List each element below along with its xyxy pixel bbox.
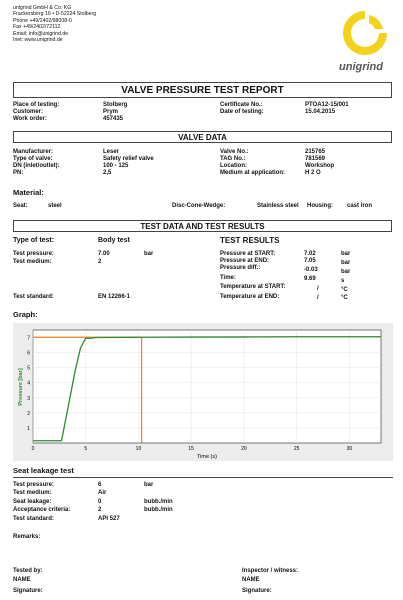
test-medium-value: 2	[98, 259, 102, 265]
y-tick-label: 4	[27, 380, 30, 387]
result-label: Pressure at START:	[220, 251, 276, 257]
result-label: Temperature at START:	[220, 284, 286, 290]
seat-medium-label: Test medium:	[13, 490, 52, 496]
disc-value: Stainless steel	[257, 203, 299, 209]
company-address	[13, 5, 163, 43]
company-fax: Fax +49/2402/72112	[13, 24, 61, 31]
location-value: Workshop	[305, 163, 335, 169]
y-tick-label: 6	[27, 350, 30, 357]
acceptance-value: 2	[98, 507, 102, 513]
dn-value: 100 - 125	[103, 163, 129, 169]
company-street: Frackersberg 16 • D-52224 Stolberg	[13, 11, 97, 18]
date-value: 15.04.2015	[305, 109, 336, 115]
test-type-label: Type of test:	[13, 237, 55, 244]
tested-by-signature: Signature:	[13, 588, 43, 594]
manufacturer-label: Manufacturer:	[13, 149, 54, 155]
acceptance-label: Acceptance criteria:	[13, 507, 71, 513]
seat-standard-value: API 527	[98, 516, 120, 522]
seat-leakage-label: Seat leakage:	[13, 499, 52, 505]
seat-label: Seat:	[13, 203, 28, 209]
workorder-label: Work order:	[13, 116, 47, 122]
valve-type-value: Safety relief valve	[103, 156, 154, 162]
medium-label: Medium at application:	[220, 170, 286, 176]
inspector-label: Inspector / witness:	[242, 568, 299, 574]
x-tick-label: 25	[293, 446, 300, 452]
results-title: TEST RESULTS	[220, 236, 280, 245]
valveno-label: Valve No.:	[220, 149, 249, 155]
result-value: -0.03	[304, 267, 318, 273]
customer-value: Prym	[103, 109, 119, 115]
seat-standard-label: Test standard:	[13, 516, 54, 522]
cert-label: Certificate No.:	[220, 102, 263, 108]
tested-by-name: NAME	[13, 577, 31, 583]
location-label: Location:	[220, 163, 247, 169]
test-type-value: Body test	[98, 237, 130, 244]
tag-value: 781569	[305, 156, 326, 162]
acceptance-unit: bubb./min	[144, 507, 173, 513]
test-standard-label: Test standard:	[13, 294, 54, 300]
inspector-name: NAME	[242, 577, 260, 583]
pn-value: 2,5	[103, 170, 112, 176]
x-tick-label: 10	[135, 446, 142, 452]
unigrind-logo	[335, 5, 395, 75]
seat-pressure-value: 6	[98, 482, 102, 488]
place-value: Stolberg	[103, 102, 128, 108]
tag-label: TAG No.:	[220, 156, 246, 162]
seat-pressure-unit: bar	[144, 482, 154, 488]
seat-medium-value: Air	[98, 490, 107, 496]
y-tick-label: 2	[27, 410, 30, 417]
dn-label: DN (inlet/outlet):	[13, 163, 60, 169]
result-value: /	[317, 295, 319, 301]
graph-panel	[13, 323, 393, 461]
seat-value: steel	[48, 203, 62, 209]
y-tick-label: 5	[27, 365, 30, 372]
valve-type-label: Type of valve:	[13, 156, 53, 162]
result-label: Time:	[220, 275, 236, 281]
seat-test-title: Seat leakage test	[13, 466, 74, 475]
company-phone: Phone +49/2402/98008-0	[13, 17, 72, 24]
result-unit: bar	[341, 251, 351, 257]
result-unit: °C	[341, 287, 348, 293]
seat-pressure-label: Test pressure:	[13, 482, 54, 488]
test-pressure-value: 7.00	[98, 251, 110, 257]
housing-label: Housing:	[307, 203, 333, 209]
x-tick-label: 20	[241, 446, 247, 452]
disc-label: Disc-Cone-Wedge:	[172, 203, 226, 209]
pressure-chart	[13, 323, 393, 461]
result-label: Pressure diff.:	[220, 265, 261, 271]
test-pressure-unit: bar	[144, 251, 154, 257]
result-unit: bar	[341, 260, 351, 266]
result-label: Pressure at END:	[220, 258, 270, 264]
test-pressure-label: Test pressure:	[13, 251, 54, 257]
valveno-value: 215765	[305, 149, 326, 155]
remarks-label: Remarks:	[13, 534, 41, 540]
inspector-signature: Signature:	[242, 588, 272, 594]
result-value: 9.69	[304, 276, 316, 282]
workorder-value: 457435	[103, 116, 124, 122]
graph-title: Graph:	[13, 310, 38, 319]
chart-y-axis-label: Pressure [bar]	[18, 368, 24, 406]
result-value: 7.02	[304, 251, 316, 257]
result-value: 7.05	[304, 258, 316, 264]
valve-data-title: VALVE DATA	[13, 131, 392, 143]
y-tick-label: 7	[27, 335, 30, 342]
tested-by-label: Tested by:	[13, 568, 43, 574]
result-value: /	[317, 286, 319, 292]
customer-label: Customer:	[13, 109, 44, 115]
cert-value: PTOA12-15/001	[305, 102, 349, 108]
seat-leakage-unit: bubb./min	[144, 499, 173, 505]
result-label: Temperature at END:	[220, 294, 280, 300]
result-unit: bar	[341, 269, 351, 275]
seat-leakage-value: 0	[98, 499, 102, 505]
medium-value: H 2 O	[305, 170, 321, 176]
material-title: Material:	[13, 188, 44, 197]
pn-label: PN:	[13, 170, 24, 176]
company-web: Inet: www.unigrind.de	[13, 37, 63, 44]
report-title: VALVE PRESSURE TEST REPORT	[13, 82, 392, 98]
manufacturer-value: Leser	[103, 149, 120, 155]
x-tick-label: 5	[84, 446, 88, 452]
place-label: Place of testing:	[13, 102, 60, 108]
test-medium-label: Test medium:	[13, 259, 52, 265]
company-name: unigrind GmbH & Co. KG	[13, 5, 72, 11]
seat-test-header	[13, 466, 393, 478]
company-email: Email: info@unigrind.de	[13, 30, 69, 37]
x-tick-label: 15	[188, 446, 194, 452]
x-tick-label: 0	[31, 446, 35, 452]
x-tick-label: 30	[346, 446, 353, 452]
y-tick-label: 3	[27, 395, 30, 402]
test-data-title: TEST DATA AND TEST RESULTS	[13, 220, 392, 232]
logo-text: unigrind	[339, 61, 383, 73]
result-unit: °C	[341, 295, 348, 301]
test-standard-value: EN 12266-1	[98, 294, 131, 300]
y-tick-label: 1	[27, 425, 30, 432]
logo-icon	[335, 5, 395, 65]
housing-value: cast iron	[347, 203, 373, 209]
result-unit: s	[341, 278, 345, 284]
date-label: Date of testing:	[220, 109, 264, 115]
chart-x-axis-label: Time (s)	[197, 454, 217, 460]
